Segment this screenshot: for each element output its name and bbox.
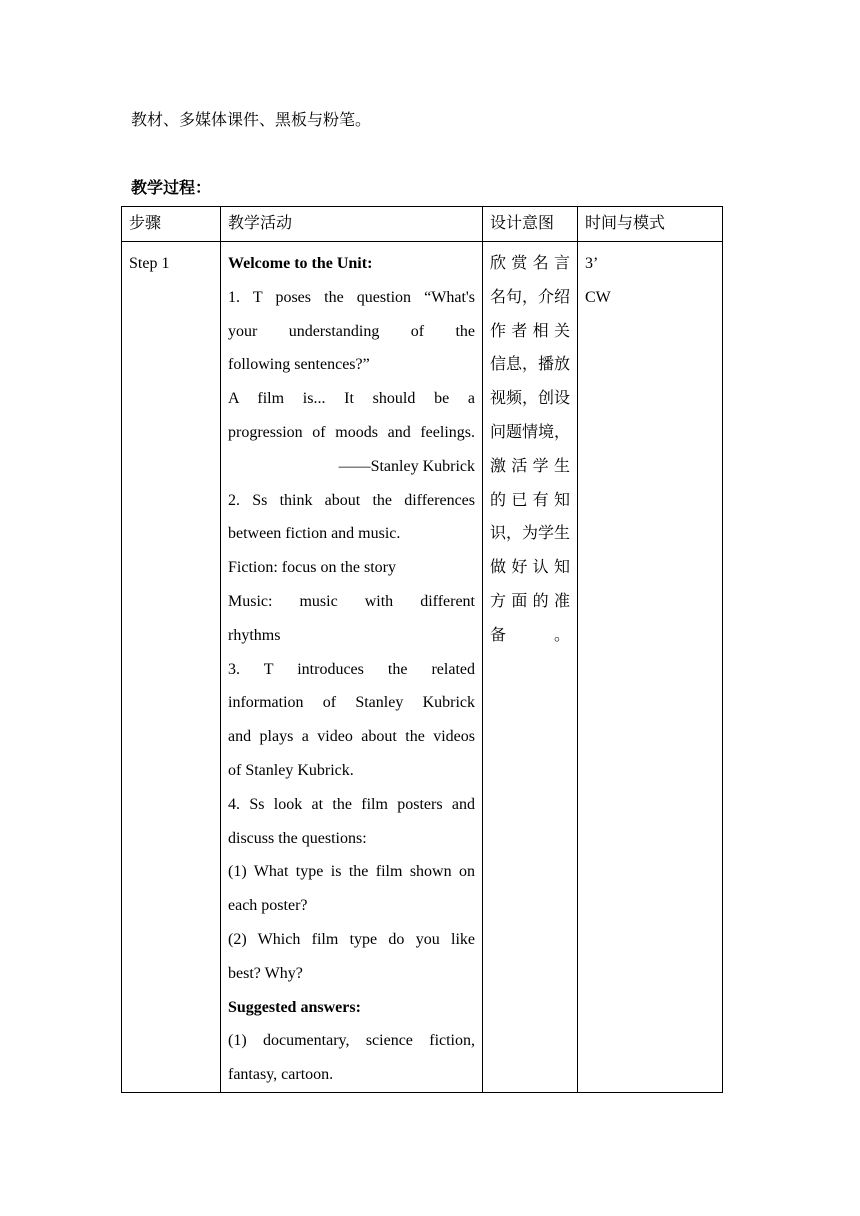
intent-line: 的已有知 xyxy=(490,491,570,509)
activity-line: 4. Ss look at the film posters and xyxy=(228,795,475,813)
intent-line: 激活学生 xyxy=(490,457,570,475)
activity-line: Music: music with different xyxy=(228,592,475,610)
intent-line: 名句，介绍 xyxy=(490,288,571,306)
activity-line: 2. Ss think about the differences xyxy=(228,491,475,509)
activity-line: ——Stanley Kubrick xyxy=(338,457,475,475)
activity-line: (1) documentary, science fiction, xyxy=(228,1032,475,1050)
intent-line: 作者相关 xyxy=(490,322,570,340)
intent-line: 方面的准 xyxy=(490,592,570,610)
activity-line: Suggested answers: xyxy=(228,998,361,1016)
intent-line: 做好认知 xyxy=(490,559,570,577)
header-intent: 设计意图 xyxy=(483,207,578,242)
activity-line: best? Why? xyxy=(228,964,303,982)
activity-line: of Stanley Kubrick. xyxy=(228,761,354,779)
time-mode-line: CW xyxy=(585,288,611,306)
activity-line: between fiction and music. xyxy=(228,525,401,543)
lesson-table xyxy=(121,206,723,1093)
table-row xyxy=(122,242,723,1093)
time-mode-line: 3’ xyxy=(585,255,599,272)
activity-line: 1. T poses the question “What's xyxy=(228,288,475,306)
activity-line: following sentences?” xyxy=(228,356,370,374)
time-mode-cell xyxy=(578,242,723,1093)
table-header-row xyxy=(122,207,723,242)
activity-line: A film is... It should be a xyxy=(228,390,475,408)
activity-line: rhythms xyxy=(228,626,281,644)
intent-cell xyxy=(483,242,578,1093)
intent-line: 问题情境， xyxy=(490,423,571,441)
activity-line: fantasy, cartoon. xyxy=(228,1066,334,1084)
intent-line: 欣赏名言 xyxy=(490,255,570,272)
intent-line: 识，为学生 xyxy=(490,525,571,543)
activity-line: and plays a video about the videos xyxy=(228,728,475,746)
intent-line: 信息，播放 xyxy=(490,356,571,374)
header-time-mode: 时间与模式 xyxy=(578,207,723,242)
materials-line: 教材、多媒体课件、黑板与粉笔。 xyxy=(131,112,372,129)
intent-line: 视频，创设 xyxy=(490,390,571,408)
header-activity: 教学活动 xyxy=(221,207,483,242)
activity-line: progression of moods and feelings. xyxy=(228,423,475,441)
activity-line: your understanding of the xyxy=(228,322,475,340)
activity-line: each poster? xyxy=(228,897,308,915)
activity-line: information of Stanley Kubrick xyxy=(228,694,475,712)
activity-line: Fiction: focus on the story xyxy=(228,559,396,577)
section-heading: 教学过程： xyxy=(131,180,212,197)
activity-cell xyxy=(221,242,483,1093)
step-cell: Step 1 xyxy=(122,242,221,1093)
header-step: 步骤 xyxy=(122,207,221,242)
activity-line: Welcome to the Unit: xyxy=(228,255,373,272)
activity-line: 3. T introduces the related xyxy=(228,660,475,678)
activity-line: discuss the questions: xyxy=(228,829,367,847)
activity-line: (2) Which film type do you like xyxy=(228,930,475,948)
intent-line: 备。 xyxy=(490,626,570,644)
activity-line: (1) What type is the film shown on xyxy=(228,863,475,881)
